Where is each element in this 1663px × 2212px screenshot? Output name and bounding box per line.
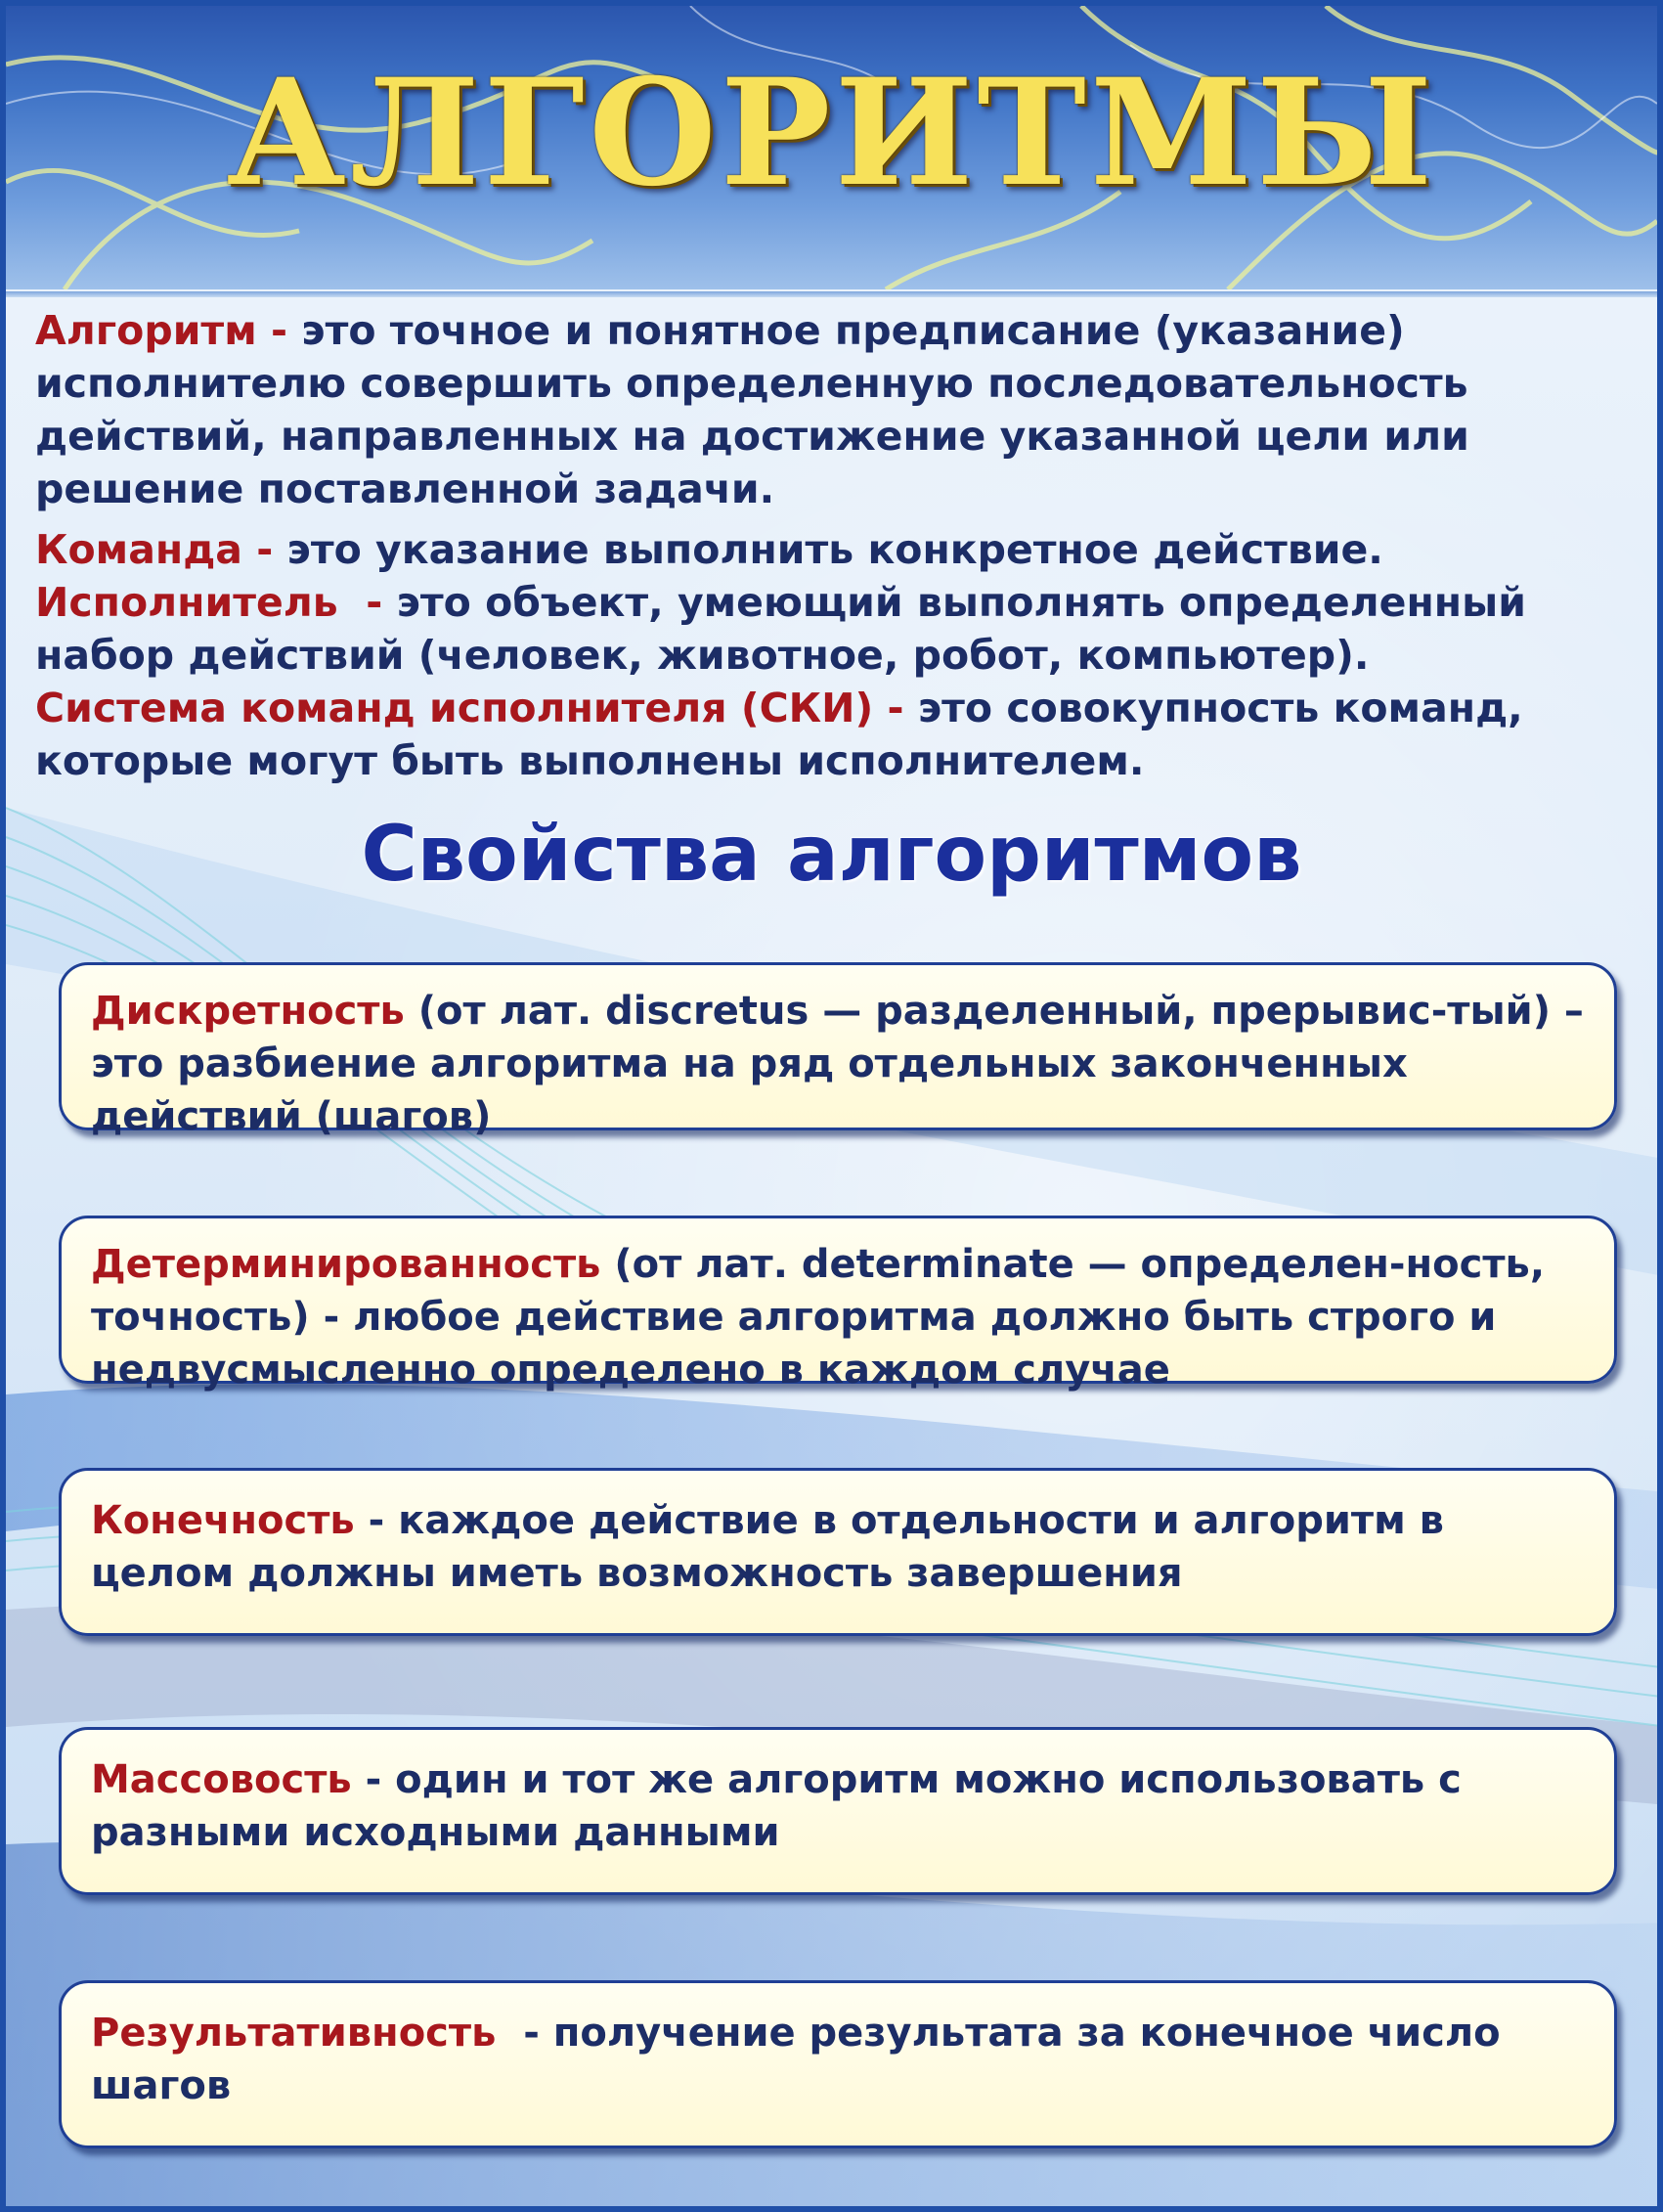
definition-term: Алгоритм <box>35 307 257 354</box>
definition-separator: - <box>241 526 287 573</box>
property-card-determinism <box>59 1216 1617 1393</box>
definition-separator: - <box>256 307 302 354</box>
property-card-discreteness <box>59 962 1617 1139</box>
property-card-massiveness <box>59 1727 1617 1895</box>
property-text: - получение результата за конечное число шагов <box>91 2011 1514 2108</box>
definition-term: Команда <box>35 526 242 573</box>
definition-separator: - <box>337 579 397 626</box>
property-term: Детерминированность <box>91 1242 601 1287</box>
property-term: Массовость <box>91 1757 352 1802</box>
properties-section-title: Свойства алгоритмов <box>361 811 1302 899</box>
definitions-block <box>35 304 1639 795</box>
definition-separator: - <box>873 685 918 731</box>
definition-text: это точное и понятное предписание (указание) исполнителю совершить определенную последовательность действий, направленных на достижение указанной цели или решение поставленной задачи. <box>35 307 1469 512</box>
definition-text: это совокупность команд, которые могут быть выполнены исполнителем. <box>35 685 1523 784</box>
definition-command-system <box>35 682 1639 787</box>
definition-executor <box>35 576 1639 682</box>
property-text: - каждое действие в отдельности и алгоритм в целом должны иметь возможность завершения <box>91 1498 1444 1596</box>
header-divider <box>6 291 1657 297</box>
property-text: - один и тот же алгоритм можно использовать с разными исходными данными <box>91 1757 1462 1855</box>
definition-text: это указание выполнить конкретное действие. <box>286 526 1383 573</box>
definition-algorithm <box>35 304 1639 515</box>
definition-text: это объект, умеющий выполнять определенный набор действий (человек, животное, робот, компьютер). <box>35 579 1526 679</box>
definition-command <box>35 523 1639 576</box>
property-card-effectiveness <box>59 1980 1617 2148</box>
property-text: (от лат. discretus — разделенный, прерывис-тый) – это разбиение алгоритма на ряд отдельных законченных действий (шагов) <box>91 989 1584 1139</box>
property-term: Результативность <box>91 2011 497 2056</box>
definition-term: Система команд исполнителя (СКИ) <box>35 685 874 731</box>
property-card-finiteness <box>59 1468 1617 1636</box>
property-text: (от лат. determinate — определен-ность, точность) - любое действие алгоритма должно быть строго и недвусмысленно определено в каждом случае <box>91 1242 1546 1393</box>
property-term: Дискретность <box>91 989 405 1034</box>
page-title: АЛГОРИТМЫ <box>226 47 1437 219</box>
property-term: Конечность <box>91 1498 355 1543</box>
definition-term: Исполнитель <box>35 579 338 626</box>
header-banner <box>6 6 1657 289</box>
